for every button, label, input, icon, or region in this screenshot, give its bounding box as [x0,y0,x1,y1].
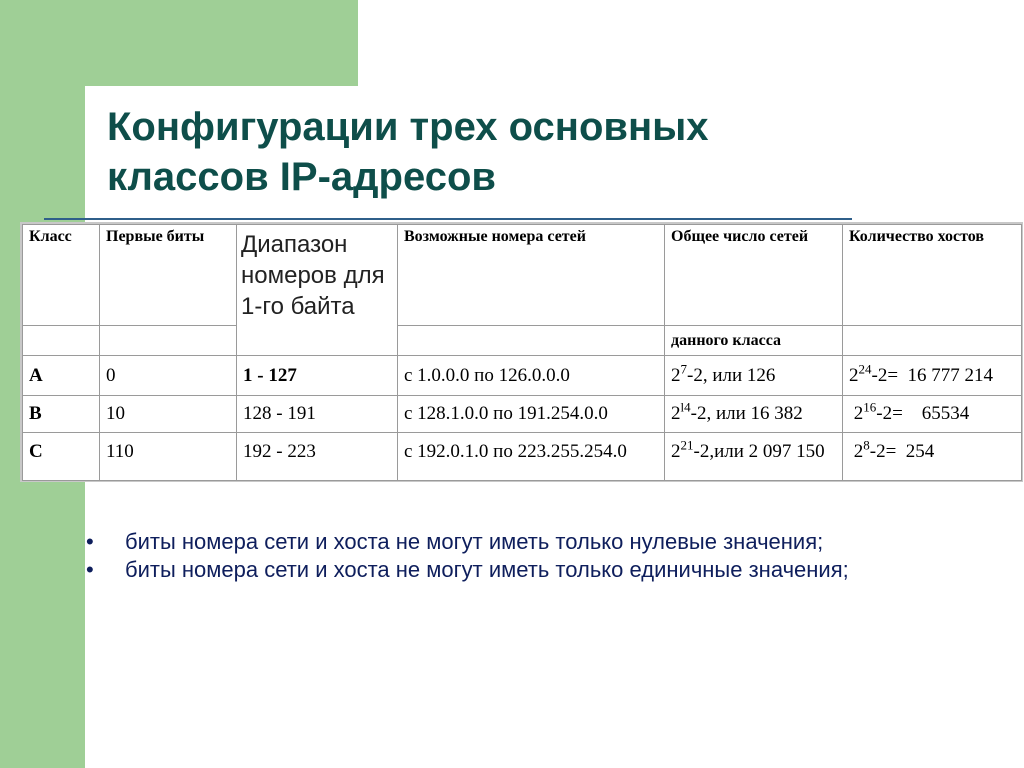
empty-cell [100,326,237,356]
table-subheader-row [23,326,1022,356]
range-cell: 128 - 191 [237,396,398,433]
table-top-rule [44,218,852,220]
class-cell: A [23,356,100,396]
slide-title [107,102,907,202]
first-bits-cell: 0 [100,356,237,396]
notes-list [80,528,1000,584]
range-cell: 192 - 223 [237,433,398,481]
empty-cell [23,326,100,356]
empty-cell [843,326,1022,356]
networks-cell: с 1.0.0.0 по 126.0.0.0 [398,356,665,396]
first-bits-cell: 110 [100,433,237,481]
table-row [23,396,1022,433]
header-range: Диапазон номеров для 1-го байта [237,225,398,356]
header-hosts: Количество хостов [843,225,1022,326]
bullet-icon: • [86,557,94,582]
header-class: Класс [23,225,100,326]
title-line-2: классов IP-адресов [107,155,496,199]
empty-cell [398,326,665,356]
table-row [23,433,1022,481]
hosts-cell: $2^8-2= 254$ [843,433,1022,481]
class-cell: C [23,433,100,481]
hosts-cell: $2^{24}-2= 16$ 777 214 [843,356,1022,396]
table-header-row [23,225,1022,326]
total-networks-cell: $2^7-2$, или 126 [665,356,843,396]
header-networks: Возможные номера сетей [398,225,665,326]
networks-cell: с 192.0.1.0 по 223.255.254.0 [398,433,665,481]
networks-cell: с 128.1.0.0 по 191.254.0.0 [398,396,665,433]
table-row [23,356,1022,396]
list-item [80,556,1000,584]
total-networks-cell: $2^{l4}-2$, или 16 382 [665,396,843,433]
class-cell: B [23,396,100,433]
hosts-cell: $2^{16}-2=$ 65534 [843,396,1022,433]
ip-classes-table [22,224,1022,481]
first-bits-cell: 10 [100,396,237,433]
note-text: биты номера сети и хоста не могут иметь только единичные значения; [125,557,849,582]
range-cell: 1 - 127 [237,356,398,396]
list-item [80,528,1000,556]
title-line-1: Конфигурации трех основных [107,105,709,149]
subheader-total-networks: данного класса [665,326,843,356]
total-networks-cell: $2^{21}-2,или$ 2 097 150 [665,433,843,481]
header-total-networks: Общее число сетей [665,225,843,326]
top-accent-block [0,0,358,86]
bullet-icon: • [86,529,94,554]
header-first-bits: Первые биты [100,225,237,326]
note-text: биты номера сети и хоста не могут иметь только нулевые значения; [125,529,824,554]
